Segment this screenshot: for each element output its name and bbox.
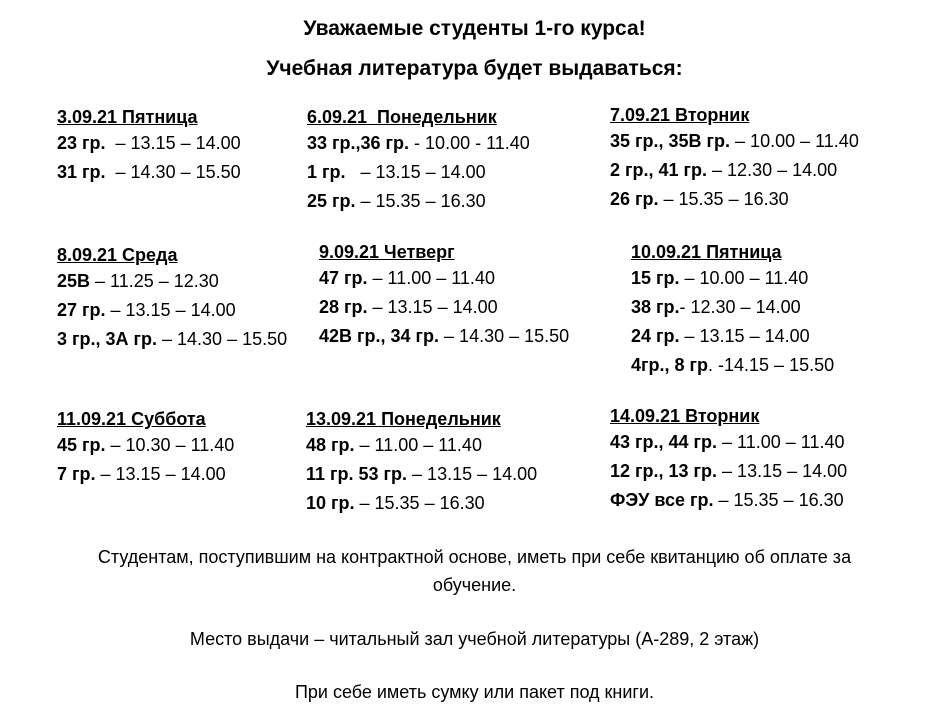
schedule-row: [610, 185, 859, 214]
time-range: – 13.15 – 14.00: [679, 326, 810, 346]
schedule-day: [306, 407, 537, 518]
time-range: – 15.35 – 16.30: [355, 191, 486, 211]
day-date: 8.09.21 Среда: [57, 245, 178, 265]
schedule-row: [57, 158, 241, 187]
time-range: – 12.30 – 14.00: [707, 160, 838, 180]
time-range: – 15.35 – 16.30: [354, 493, 485, 513]
schedule-day: [610, 103, 859, 214]
group-label: 31 гр.: [57, 162, 106, 182]
schedule-row: [306, 489, 537, 518]
time-range: – 14.30 – 15.50: [105, 162, 241, 182]
contract-note-cont: обучение.: [432, 575, 517, 595]
page-subtitle: Учебная литература будет выдаваться:: [266, 57, 683, 80]
day-date: 10.09.21 Пятница: [631, 242, 782, 262]
schedule-row: [57, 460, 234, 489]
schedule-row: [631, 351, 834, 380]
schedule-row: [631, 293, 834, 322]
schedule-row: [57, 431, 234, 460]
schedule-day: [610, 404, 847, 515]
group-label: 47 гр.: [319, 268, 368, 288]
group-label: 26 гр.: [610, 189, 659, 209]
time-range: - 12.30 – 14.00: [679, 297, 801, 317]
group-label: 11 гр. 53 гр.: [306, 464, 408, 484]
group-label: 7 гр.: [57, 464, 96, 484]
group-label: 2 гр., 41 гр.: [610, 160, 708, 180]
time-range: – 13.15 – 14.00: [717, 461, 848, 481]
schedule-row: [57, 325, 287, 354]
time-range: – 13.15 – 14.00: [407, 464, 538, 484]
time-range: – 11.00 – 11.40: [354, 435, 482, 455]
time-range: – 15.35 – 16.30: [658, 189, 789, 209]
group-label: 23 гр.: [57, 133, 106, 153]
schedule-day: [631, 240, 834, 380]
time-range: – 14.30 – 15.50: [157, 329, 288, 349]
schedule-row: [610, 486, 847, 515]
time-range: . -14.15 – 15.50: [708, 355, 835, 375]
contract-note: Студентам, поступившим на контрактной основе, иметь при себе квитанцию об оплате за: [97, 547, 852, 567]
time-range: – 13.15 – 14.00: [345, 162, 486, 182]
schedule-row: [307, 129, 530, 158]
group-label: 25 гр.: [307, 191, 356, 211]
schedule-row: [631, 264, 834, 293]
schedule-row: [610, 156, 859, 185]
schedule-row: [57, 296, 287, 325]
group-label: 10 гр.: [306, 493, 355, 513]
time-range: - 10.00 - 11.40: [409, 133, 530, 153]
schedule-row: [631, 322, 834, 351]
bag-note: При себе иметь сумку или пакет под книги.: [294, 682, 655, 702]
schedule-day: [57, 243, 287, 354]
group-label: 27 гр.: [57, 300, 106, 320]
group-label: 12 гр., 13 гр.: [610, 461, 718, 481]
time-range: – 11.25 – 12.30: [90, 271, 219, 291]
issue-place-note: Место выдачи – читальный зал учебной литературы (А-289, 2 этаж): [189, 629, 760, 649]
group-label: ФЭУ все гр.: [610, 490, 714, 510]
day-date: 7.09.21 Вторник: [610, 105, 750, 125]
day-date: 9.09.21 Четверг: [319, 242, 455, 262]
schedule-row: [306, 431, 537, 460]
day-date: 6.09.21 Понедельник: [307, 107, 497, 127]
schedule-row: [319, 322, 569, 351]
time-range: – 11.00 – 11.40: [367, 268, 495, 288]
schedule-row: [306, 460, 537, 489]
group-label: 43 гр., 44 гр.: [610, 432, 718, 452]
schedule-row: [610, 127, 859, 156]
schedule-row: [610, 428, 847, 457]
group-label: 3 гр., 3А гр.: [57, 329, 158, 349]
time-range: – 15.35 – 16.30: [713, 490, 844, 510]
group-label: 4гр., 8 гр: [631, 355, 709, 375]
time-range: – 13.15 – 14.00: [367, 297, 498, 317]
time-range: – 13.15 – 14.00: [105, 133, 241, 153]
time-range: – 14.30 – 15.50: [439, 326, 570, 346]
schedule-row: [610, 457, 847, 486]
schedule-day: [319, 240, 569, 351]
schedule-row: [319, 264, 569, 293]
group-label: 1 гр.: [307, 162, 346, 182]
schedule-row: [57, 129, 241, 158]
time-range: – 13.15 – 14.00: [105, 300, 236, 320]
time-range: – 13.15 – 14.00: [95, 464, 226, 484]
schedule-row: [307, 158, 530, 187]
group-label: 25В: [57, 271, 91, 291]
time-range: – 10.00 – 11.40: [730, 131, 859, 151]
group-label: 48 гр.: [306, 435, 355, 455]
group-label: 42В гр., 34 гр.: [319, 326, 440, 346]
group-label: 28 гр.: [319, 297, 368, 317]
schedule-day: [307, 105, 530, 216]
time-range: – 10.30 – 11.40: [105, 435, 235, 455]
time-range: – 10.00 – 11.40: [679, 268, 809, 288]
schedule-day: [57, 407, 234, 489]
group-label: 33 гр.,36 гр.: [307, 133, 410, 153]
day-date: 3.09.21 Пятница: [57, 107, 198, 127]
group-label: 15 гр.: [631, 268, 680, 288]
time-range: – 11.00 – 11.40: [717, 432, 845, 452]
group-label: 35 гр., 35В гр.: [610, 131, 731, 151]
day-date: 13.09.21 Понедельник: [306, 409, 501, 429]
schedule-row: [57, 267, 287, 296]
schedule-row: [319, 293, 569, 322]
page-title: Уважаемые студенты 1-го курса!: [303, 17, 646, 40]
group-label: 24 гр.: [631, 326, 680, 346]
day-date: 11.09.21 Суббота: [57, 409, 206, 429]
group-label: 45 гр.: [57, 435, 106, 455]
day-date: 14.09.21 Вторник: [610, 406, 760, 426]
schedule-row: [307, 187, 530, 216]
schedule-day: [57, 105, 241, 187]
group-label: 38 гр.: [631, 297, 680, 317]
